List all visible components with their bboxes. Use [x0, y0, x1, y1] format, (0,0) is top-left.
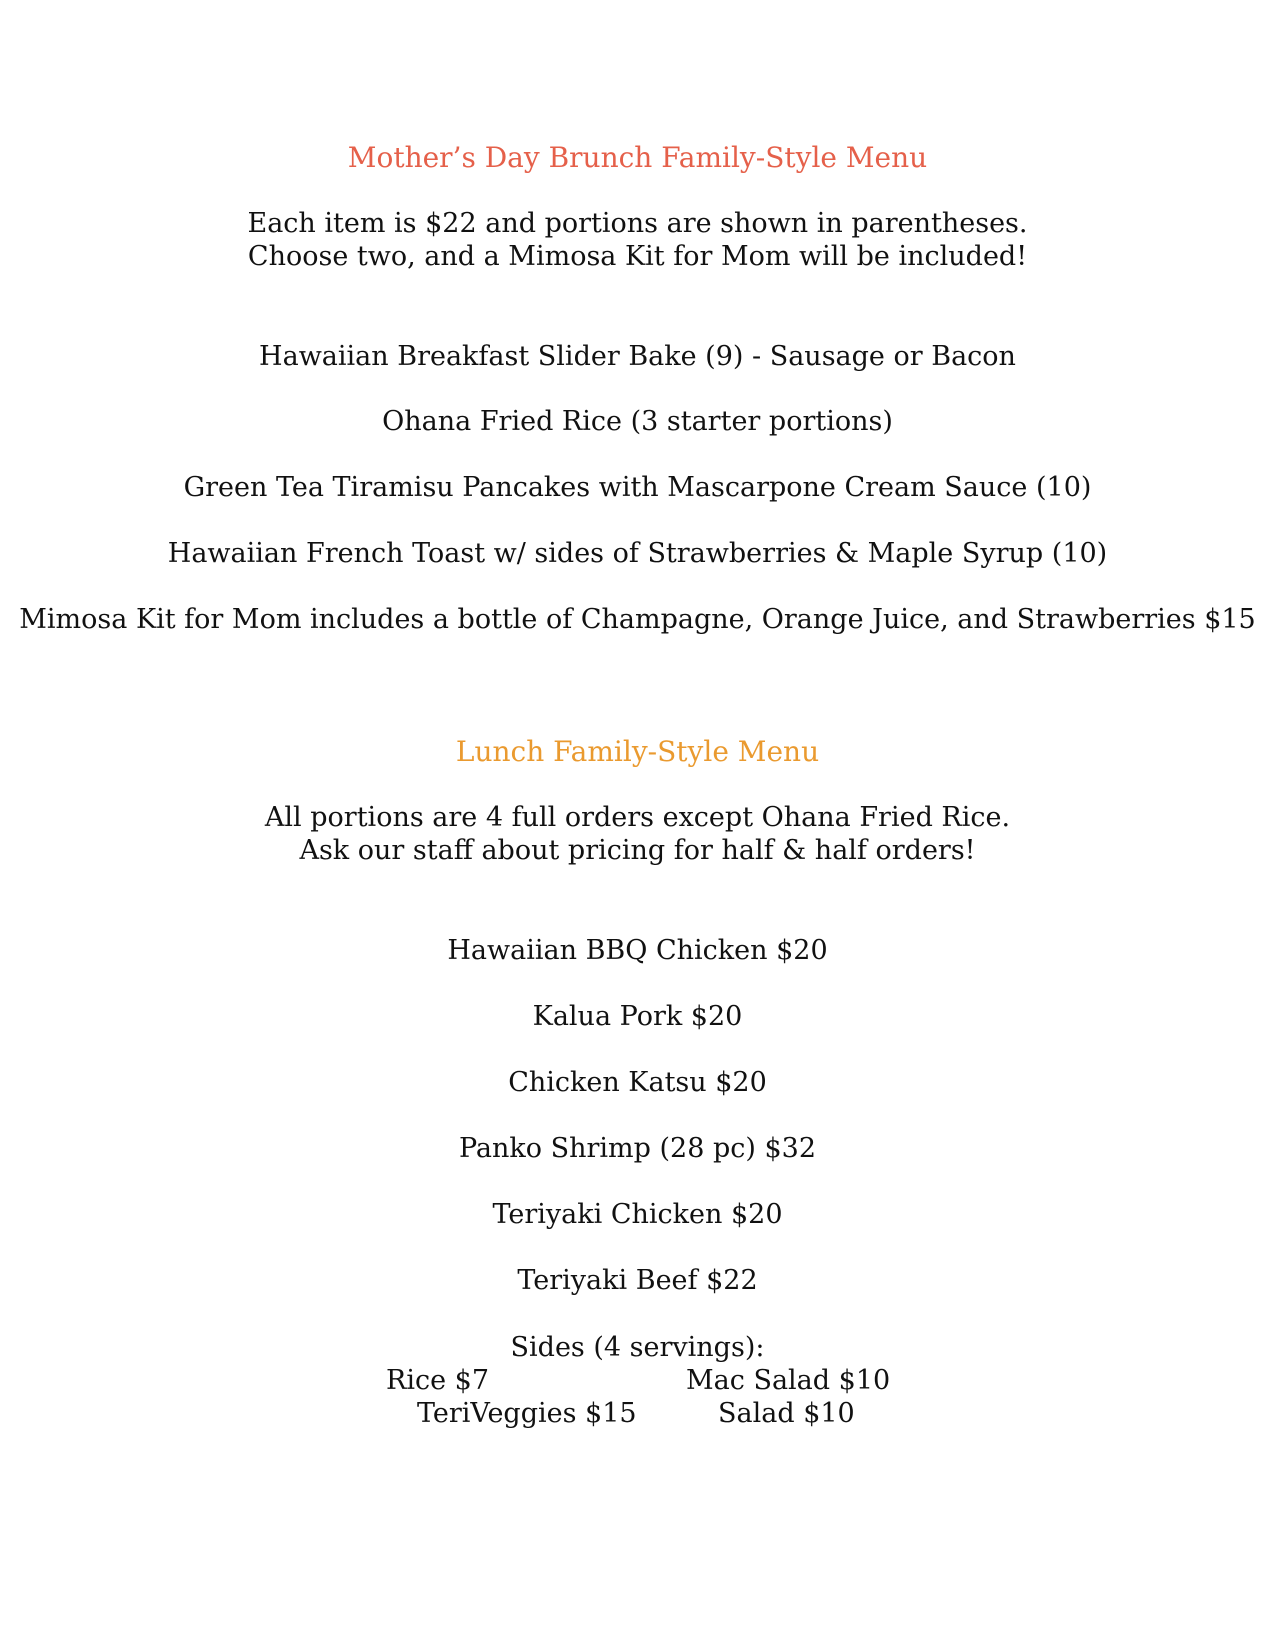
side-item: TeriVeggies $15 — [417, 1398, 637, 1429]
lunch-heading: Lunch Family-Style Menu — [455, 735, 820, 768]
brunch-menu-item: Hawaiian French Toast w/ sides of Strawberries & Maple Syrup (10) — [167, 538, 1108, 569]
lunch-menu-item: Kalua Pork $20 — [532, 1001, 743, 1032]
lunch-menu-item: Teriyaki Beef $22 — [517, 1265, 758, 1296]
lunch-menu-item: Panko Shrimp (28 pc) $32 — [458, 1133, 817, 1164]
sides-label: Sides (4 servings): — [510, 1332, 765, 1363]
brunch-intro-line: Each item is $22 and portions are shown in parentheses. — [247, 208, 1028, 239]
lunch-menu-item: Chicken Katsu $20 — [508, 1067, 767, 1098]
brunch-menu-item-mimosa-kit: Mimosa Kit for Mom includes a bottle of Champagne, Orange Juice, and Strawberries $15 — [19, 604, 1256, 635]
brunch-menu-item: Ohana Fried Rice (3 starter portions) — [382, 406, 893, 437]
brunch-heading: Mother’s Day Brunch Family-Style Menu — [347, 141, 928, 174]
side-item: Salad $10 — [718, 1398, 855, 1429]
lunch-intro-line: All portions are 4 full orders except Ohana Fried Rice. — [264, 802, 1011, 833]
lunch-intro-line: Ask our staff about pricing for half & half orders! — [299, 835, 976, 866]
brunch-intro-line: Choose two, and a Mimosa Kit for Mom will be included! — [247, 241, 1028, 272]
brunch-menu-item: Green Tea Tiramisu Pancakes with Mascarpone Cream Sauce (10) — [183, 472, 1092, 503]
lunch-menu-item: Hawaiian BBQ Chicken $20 — [447, 935, 828, 966]
brunch-menu-item: Hawaiian Breakfast Slider Bake (9) - Sausage or Bacon — [259, 341, 1016, 372]
side-item: Rice $7 — [386, 1365, 490, 1396]
side-item: Mac Salad $10 — [686, 1365, 891, 1396]
lunch-menu-item: Teriyaki Chicken $20 — [492, 1199, 783, 1230]
